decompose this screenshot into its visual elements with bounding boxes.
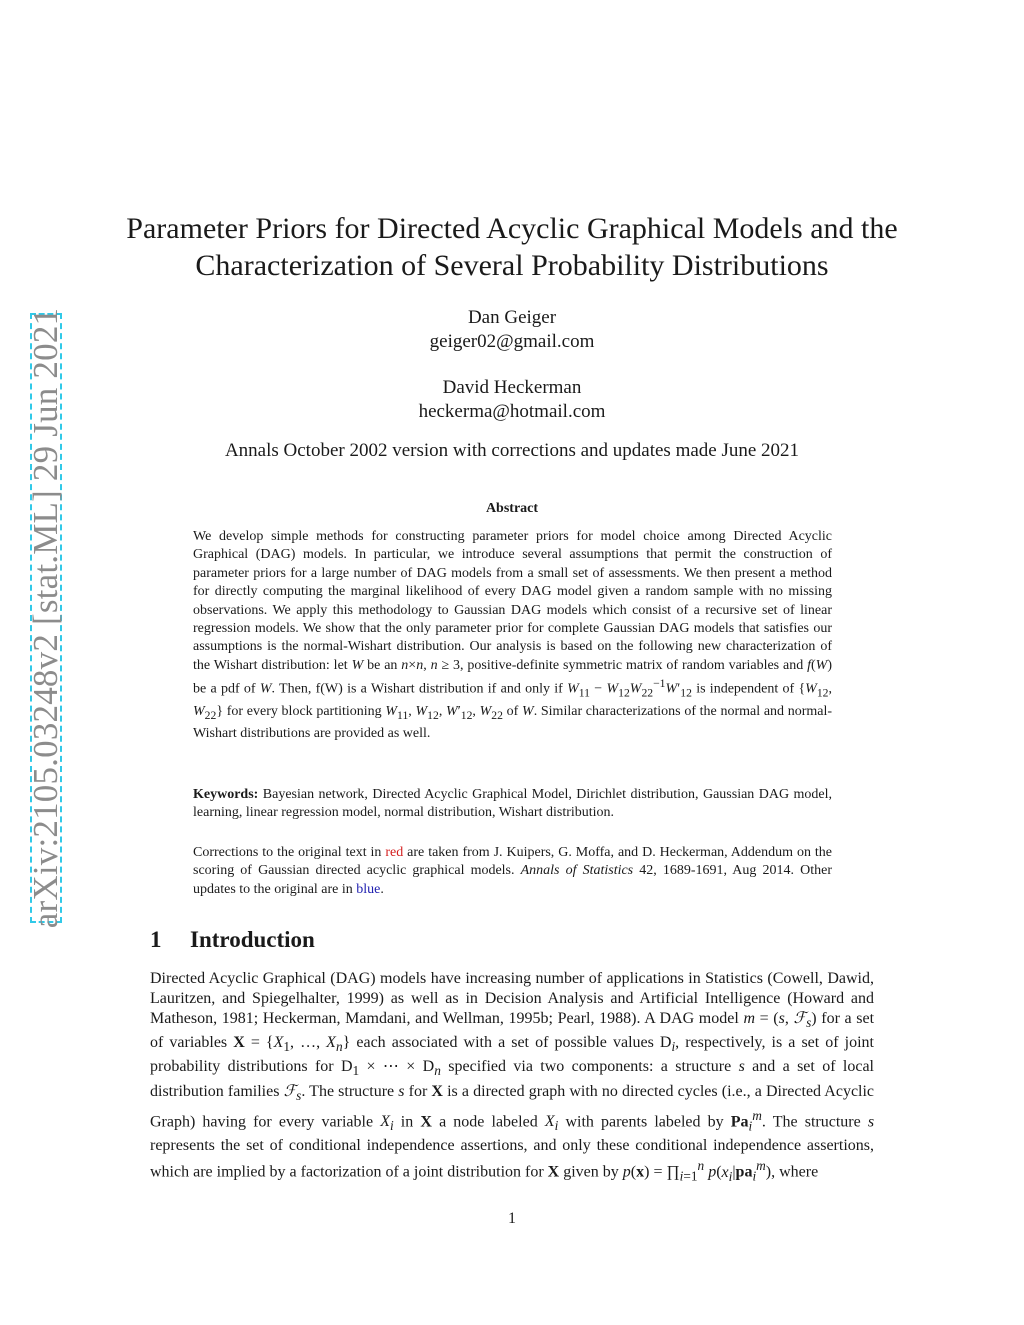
author-1-name: Dan Geiger (467, 307, 557, 328)
intro-paragraph: Directed Acyclic Graphical (DAG) models have increasing number of applications in Statistics (Cowell, Dawid, Lauritzen, and Spiegelhalter, 1999) as well as in Decision Analysis and Artificial Intelligence (Howard and Matheson, 1981; Heckerman, Mamdani, and Wellman, 1995b; Pearl, 1988). A DAG model m = (s, ℱ$_s$) for a set of variables $X = \{X_1$, …, $X_n$} each associated with a set of possible values $D_i$, respectively, is a set of joint probability distributions for $D_1$ × ⋯ × $D_n$ specified via two components: a structure s and a set of local distribution families ℱ$_s$. The structure s for X is a directed graph with no directed cycles (i.e., a Directed Acyclic Graph) having for every variable $X_i$ in X a node labeled $X_i$ with parents labeled by $Pa_i^m$. The structure s represents the set of conditional independence assertions, and only these conditional independence assertions, which are implied by a factorization of a joint distribution for X given by $p(x) = \prod_{i=1}^n$ $p(x_i|pa_i^m)$, where (150, 970, 875, 1184)
version-note: Annals October 2002 version with corrections and updates made June 2021 (224, 440, 800, 461)
red-marker: red (385, 845, 404, 860)
page-number: 1 (508, 1210, 516, 1227)
author-2-name: David Heckerman (442, 377, 582, 398)
abstract-heading: Abstract (485, 501, 539, 516)
blue-marker: blue (356, 881, 381, 897)
keywords: Keywords: Bayesian network, Directed Acyclic Graphical Model, Dirichlet distribution, Gaussian DAG model, learning, linear regression model, normal distribution, Wishart distribution. (193, 787, 832, 821)
paper-title: Parameter Priors for Directed Acyclic Graphical Models and the Characterization of Several Probability Distributions (126, 212, 898, 282)
author-2-email: heckerma@hotmail.com (418, 401, 606, 422)
corrections-note: Corrections to the original text in red are taken from J. Kuipers, G. Moffa, and D. Heckerman, Addendum on the scoring of Gaussian directed acyclic graphical models. Annals of Statistics 42, 1689-1691, Aug 2014. Other updates to the original are in blue. (193, 845, 832, 897)
arxiv-identifier: arXiv:2105.03248v2 [stat.ML] 29 Jun 2021 (26, 307, 65, 929)
abstract-body: We develop simple methods for constructing parameter priors for model choice among Directed Acyclic Graphical (DAG) models. In particular, we introduce several assumptions that permit the construction of parameter priors for a large number of DAG models from a small set of assessments. We then present a method for directly computing the marginal likelihood of every DAG model given a random sample with no missing observations. We apply this methodology to Gaussian DAG models which consist of a recursive set of linear regression models. We show that the only parameter prior for complete Gaussian DAG models that satisfies our assumptions is the normal-Wishart distribution. Our analysis is based on the following new characterization of the Wishart distribution: let W be an n×n, n ≥ 3, positive-definite symmetric matrix of random variables and f(W) be a pdf of W. Then, f(W) is a Wishart distribution if and only if $W_{11} - W_{12}W_{22}^{-1}W'_{12}$ is independent of {$W_{12}$, $W_{22}$} for every block partitioning $W_{11}$, $W_{12}$, $W'_{12}$, $W_{22}$ of W. Similar characterizations of the normal and normal-Wishart distributions are provided as well. (193, 529, 833, 742)
section-heading: 1 Introduction (150, 927, 315, 952)
keywords-label: Keywords: (193, 787, 259, 802)
author-1-email: geiger02@gmail.com (429, 331, 595, 352)
